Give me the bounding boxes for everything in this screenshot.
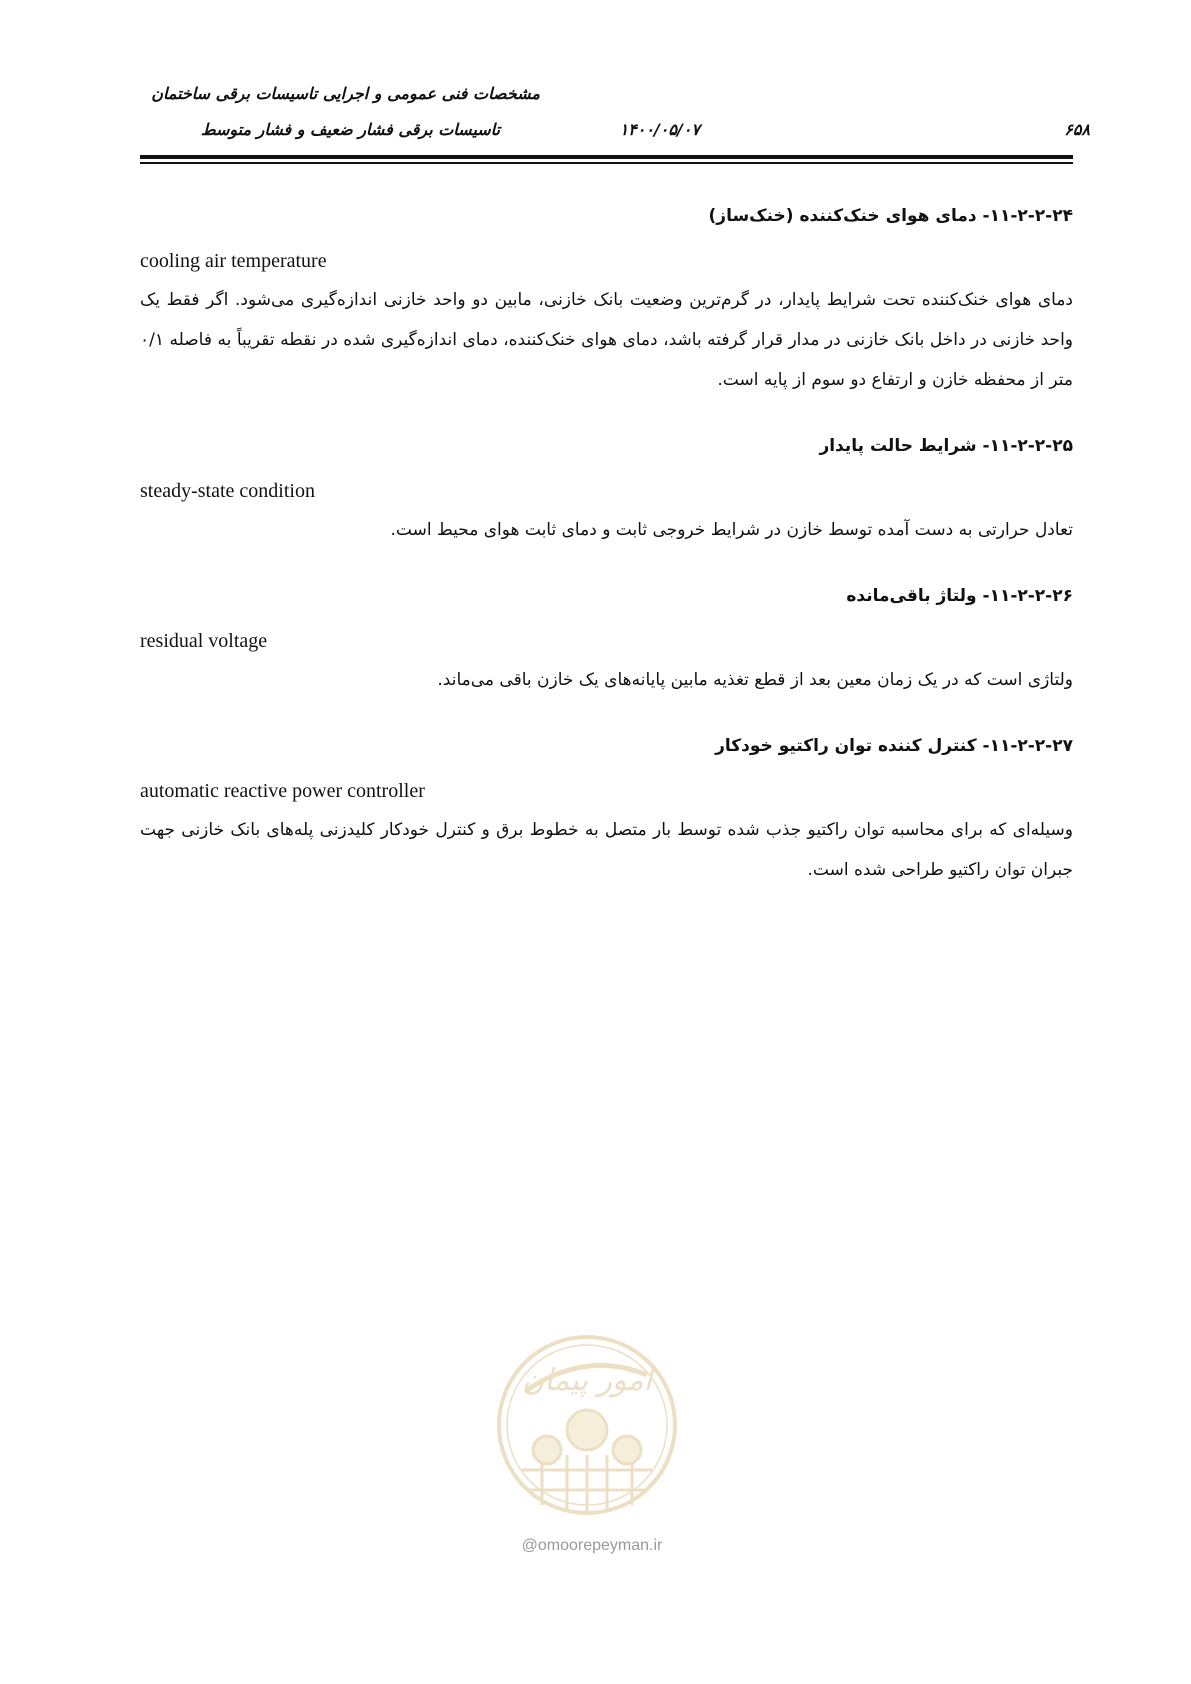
section-body: دمای هوای خنک‌کننده تحت شرایط پایدار، در گرم‌ترین وضعیت بانک خازنی، مابین دو واحد خازنی اندازه‌گیری می‌شود. اگر فقط یک واحد خازنی در داخل بانک خازنی در مدار قرار گرفته باشد، دمای هوای خنک‌کننده، دمای اندازه‌گیری شده در نقطه تقریباً به فاصله ۰/۱ متر از محفظه خازن و ارتفاع دو سوم از پایه است. [140,290,1073,390]
section-heading: ۱۱-۲-۲-۲۷- کنترل کننده توان راکتیو خودکار [715,736,1073,756]
section-heading: ۱۱-۲-۲-۲۵- شرایط حالت پایدار [819,436,1073,456]
section-24 [140,200,1073,400]
section-25 [140,430,1073,550]
header-row [140,120,1090,144]
english-term: automatic reactive power controller [140,780,425,802]
main-content [140,200,1073,890]
english-term: steady-state condition [140,480,315,502]
page-number: ۶۵۸ [1064,120,1090,139]
header-rule-thin [140,162,1073,164]
english-term: residual voltage [140,630,268,652]
document-title: مشخصات فنی عمومی و اجرایی تاسیسات برقی ساختمان [151,84,540,103]
section-body: ولتاژی است که در یک زمان معین بعد از قطع تغذیه مابین پایانه‌های یک خازن باقی می‌ماند. [437,670,1073,690]
section-27 [140,730,1073,890]
section-26 [140,580,1073,700]
section-heading: ۱۱-۲-۲-۲۶- ولتاژ باقی‌مانده [846,586,1073,606]
section-heading: ۱۱-۲-۲-۲۴- دمای هوای خنک‌کننده (خنک‌ساز) [708,206,1073,226]
watermark-site: @omoorepeyman.ir [521,1537,663,1554]
section-body: وسیله‌ای که برای محاسبه توان راکتیو جذب شده توسط بار متصل به خطوط برق و کنترل خودکار کلیدزنی پله‌های بانک خازنی جهت جبران توان راکتیو طراحی شده است. [140,820,1073,880]
document-subtitle: تاسیسات برقی فشار ضعیف و فشار متوسط [200,120,500,139]
english-term: cooling air temperature [140,250,327,272]
header-date: ۱۴۰۰/۰۵/۰۷ [619,120,700,139]
watermark-logo-text: امور پیمان [522,1363,652,1398]
watermark-logo [487,1320,687,1560]
header-rule-thick [140,155,1073,159]
section-body: تعادل حرارتی به دست آمده توسط خازن در شرایط خروجی ثابت و دمای ثابت هوای محیط است. [390,520,1073,540]
